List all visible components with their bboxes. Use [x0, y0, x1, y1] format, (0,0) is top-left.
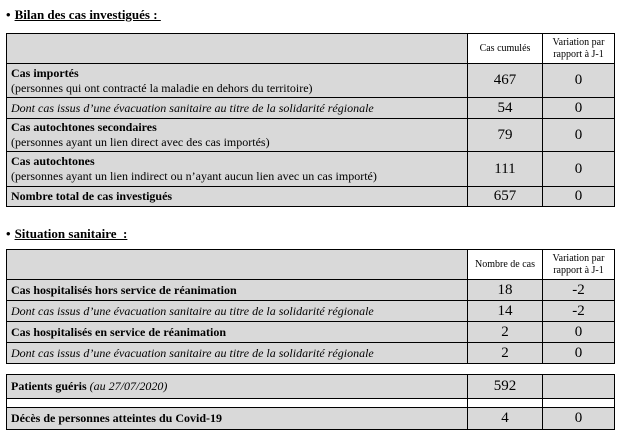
- header-nombre-de-cas: Nombre de cas: [468, 250, 543, 280]
- section1-title-text: Bilan des cas investigués :: [14, 7, 161, 22]
- table-row: [7, 64, 615, 98]
- value-cell: 657: [468, 187, 543, 207]
- table-situation-sanitaire: [6, 249, 615, 364]
- label-cell: [7, 280, 468, 301]
- header-empty-cell: [7, 34, 468, 64]
- variation-cell: 0: [543, 322, 615, 343]
- table-header-row: [7, 250, 615, 280]
- row-sublabel: (personnes ayant un lien indirect ou n’ayant aucun lien avec un cas importé): [11, 169, 377, 183]
- spacer-cell: [7, 399, 468, 408]
- label-cell: [7, 119, 468, 152]
- row-label: Nombre total de cas investigués: [11, 189, 173, 203]
- table-row: [7, 152, 615, 187]
- table-row: [7, 119, 615, 152]
- section2-title-text: Situation sanitaire :: [14, 226, 128, 241]
- variation-cell: -2: [543, 301, 615, 322]
- value-cell: 2: [468, 322, 543, 343]
- variation-cell: 0: [543, 119, 615, 152]
- spacer-row: [7, 399, 615, 408]
- table-row: [7, 343, 615, 364]
- row-label: Cas autochtones secondaires: [11, 120, 157, 134]
- label-cell: [7, 64, 468, 98]
- label-cell: Dont cas issus d’une évacuation sanitaire au titre de la solidarité régionale: [7, 98, 468, 119]
- table-row: [7, 301, 615, 322]
- table-row: [7, 98, 615, 119]
- table-row: [7, 408, 615, 430]
- variation-cell: 0: [543, 343, 615, 364]
- table-header-row: [7, 34, 615, 64]
- label-cell: Dont cas issus d’une évacuation sanitaire au titre de la solidarité régionale: [7, 301, 468, 322]
- value-cell: 4: [468, 408, 543, 430]
- row-sublabel: (personnes ayant un lien direct avec des cas importés): [11, 135, 270, 149]
- table-gueris-deces: [6, 374, 615, 430]
- row-label: Cas importés: [11, 65, 79, 80]
- value-cell: 2: [468, 343, 543, 364]
- label-cell: Dont cas issus d’une évacuation sanitaire au titre de la solidarité régionale: [7, 343, 468, 364]
- value-cell: 467: [468, 64, 543, 98]
- header-cas-cumules: Cas cumulés: [468, 34, 543, 64]
- label-cell: [7, 375, 468, 399]
- section2-title: [6, 226, 614, 242]
- value-cell: 14: [468, 301, 543, 322]
- spacer-cell: [468, 399, 543, 408]
- row-label: Cas hospitalisés en service de réanimation: [11, 324, 226, 339]
- bullet-icon: •: [6, 7, 11, 22]
- section1-title: [6, 7, 614, 23]
- header-variation-j1: Variation par rapport à J-1: [543, 34, 615, 64]
- bullet-icon: •: [6, 226, 11, 241]
- spacer-cell: [543, 399, 615, 408]
- value-cell: 111: [468, 152, 543, 187]
- variation-cell: 0: [543, 152, 615, 187]
- label-cell: [7, 322, 468, 343]
- value-cell: 79: [468, 119, 543, 152]
- table-row: [7, 375, 615, 399]
- row-label: Cas autochtones: [11, 154, 95, 168]
- variation-cell: 0: [543, 64, 615, 98]
- value-cell: 54: [468, 98, 543, 119]
- table-row: [7, 280, 615, 301]
- row-label: Patients guéris: [11, 379, 87, 393]
- row-label: Cas hospitalisés hors service de réanimation: [11, 282, 237, 297]
- variation-cell: 0: [543, 98, 615, 119]
- row-label-suffix: (au 27/07/2020): [86, 379, 168, 393]
- variation-cell: 0: [543, 187, 615, 207]
- variation-cell: -2: [543, 280, 615, 301]
- label-cell: [7, 187, 468, 207]
- table-row: [7, 322, 615, 343]
- label-cell: [7, 152, 468, 187]
- value-cell: 592: [468, 375, 543, 399]
- value-cell: 18: [468, 280, 543, 301]
- row-label: Décès de personnes atteintes du Covid-19: [11, 411, 222, 425]
- table-row-total: [7, 187, 615, 207]
- variation-cell: 0: [543, 408, 615, 430]
- table-bilan-cas-investigues: [6, 33, 615, 207]
- variation-cell: [543, 375, 615, 399]
- header-empty-cell: [7, 250, 468, 280]
- row-sublabel: (personnes qui ont contracté la maladie en dehors du territoire): [11, 80, 313, 95]
- header-variation-j1: Variation par rapport à J-1: [543, 250, 615, 280]
- label-cell: [7, 408, 468, 430]
